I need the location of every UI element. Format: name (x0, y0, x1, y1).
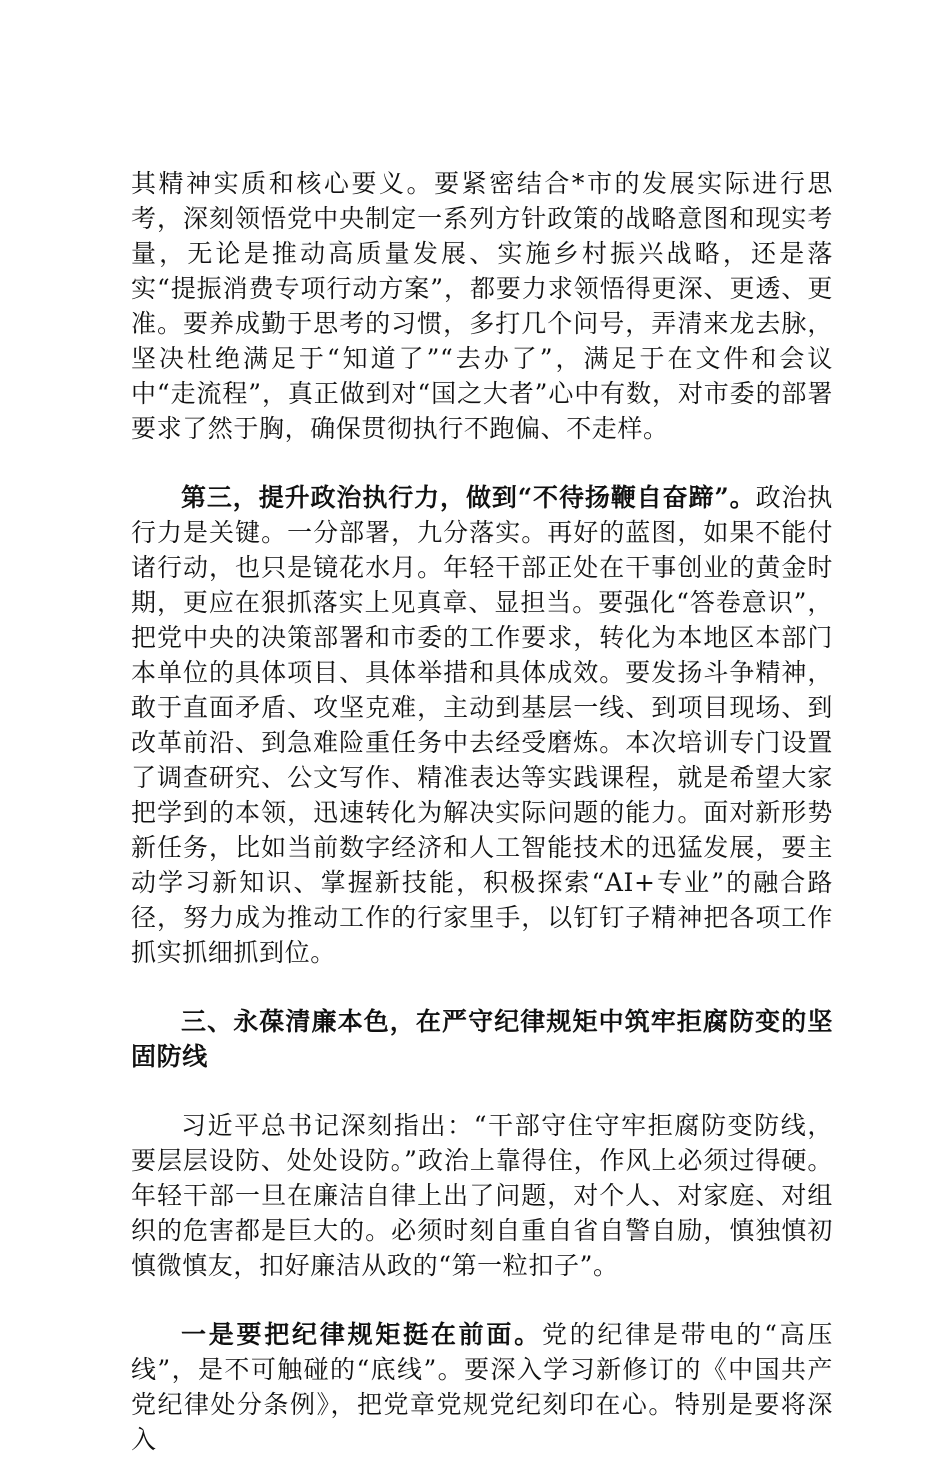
paragraph-text: 党的纪律是带电的“高压线”，是不可触碰的“底线”。要深入学习新修订的《中国共产党纪律处分条例》，把党章党规党纪刻印在心。特别是要将深入 (131, 1320, 833, 1454)
paragraph-continuation: 其精神实质和核心要义。要紧密结合*市的发展实际进行思考，深刻领悟党中央制定一系列方针政策的战略意图和现实考量，无论是推动高质量发展、实施乡村振兴战略，还是落实“提振消费专项行动方案”，都要力求领悟得更深、更透、更准。要养成勤于思考的习惯，多打几个问号，弄清来龙去脉，坚决杜绝满足于“知道了”“去办了”，满足于在文件和会议中“走流程”，真正做到对“国之大者”心中有数，对市委的部署要求了然于胸，确保贯彻执行不跑偏、不走样。 (131, 169, 833, 443)
paragraph-lead-heading: 一是要把纪律规矩挺在前面。 (181, 1320, 542, 1349)
paragraph-quote: 习近平总书记深刻指出：“干部守住守牢拒腐防变防线，要层层设防、处处设防。”政治上靠得住，作风上必须过得硬。年轻干部一旦在廉洁自律上出了问题，对个人、对家庭、对组织的危害都是巨大的。必须时刻自重自省自警自励，慎独慎初慎微慎友，扣好廉洁从政的“第一粒扣子”。 (131, 1111, 833, 1280)
paragraph-first-point (131, 1317, 833, 1457)
section-heading: 三、永葆清廉本色，在严守纪律规矩中筑牢拒腐防变的坚固防线 (131, 1007, 833, 1071)
paragraph-third-point (131, 480, 833, 970)
paragraph-text: 政治执行力是关键。一分部署，九分落实。再好的蓝图，如果不能付诸行动，也只是镜花水月。年轻干部正处在干事创业的黄金时期，更应在狠抓落实上见真章、显担当。要强化“答卷意识”，把党中央的决策部署和市委的工作要求，转化为本地区本部门本单位的具体项目、具体举措和具体成效。要发扬斗争精神，敢于直面矛盾、攻坚克难，主动到基层一线、到项目现场、到改革前沿、到急难险重任务中去经受磨炼。本次培训专门设置了调查研究、公文写作、精准表达等实践课程，就是希望大家把学到的本领，迅速转化为解决实际问题的能力。面对新形势新任务，比如当前数字经济和人工智能技术的迅猛发展，要主动学习新知识、掌握新技能，积极探索“AI+专业”的融合路径，努力成为推动工作的行家里手，以钉钉子精神把各项工作抓实抓细抓到位。 (131, 483, 833, 967)
document-body (131, 166, 833, 1457)
paragraph-lead-heading: 第三，提升政治执行力，做到“不待扬鞭自奋蹄”。 (181, 483, 756, 512)
